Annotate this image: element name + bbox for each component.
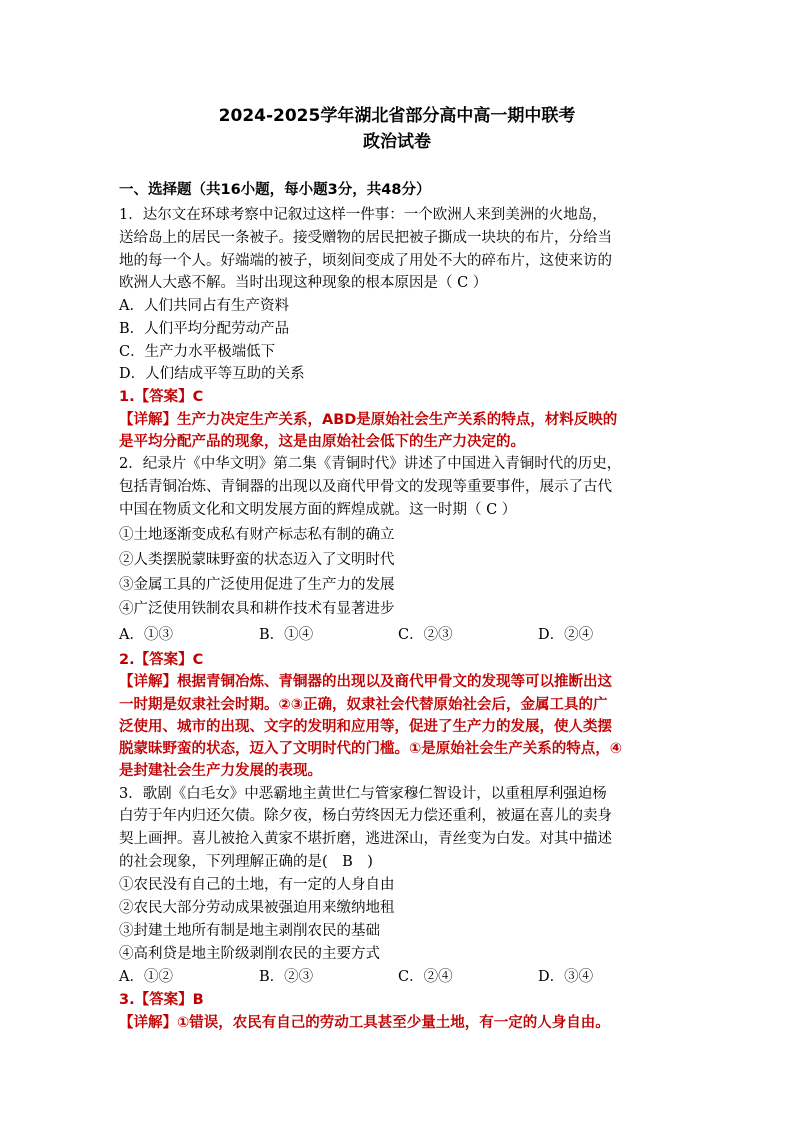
q1-answer: 1.【答案】C xyxy=(119,389,204,405)
q1-stem-line: 欧洲人大惑不解。当时出现这种现象的根本原因是（ C ） xyxy=(119,275,488,291)
q3-stem-line: 的社会现象，下列理解正确的是( B ) xyxy=(119,854,373,870)
q2-statement-1: ①土地逐渐变成私有财产标志私有制的确立 xyxy=(119,527,395,543)
q2-statement-3: ③金属工具的广泛使用促进了生产力的发展 xyxy=(119,577,395,593)
q1-option-b: B．人们平均分配劳动产品 xyxy=(119,321,290,337)
section-heading: 一、选择题（共16小题，每小题3分，共48分） xyxy=(119,182,431,198)
q3-stem-line: 3．歌剧《白毛女》中恶霸地主黄世仁与管家穆仁智设计，以重租厚利强迫杨 xyxy=(119,786,607,802)
q3-answer: 3.【答案】B xyxy=(119,992,204,1008)
q2-stem-line: 中国在物质文化和文明发展方面的辉煌成就。这一时期（ C ） xyxy=(119,502,517,518)
q3-choice-b: B．②③ xyxy=(259,969,314,985)
q1-stem-line: 地的每一个人。好端端的被子，顷刻间变成了用处不大的碎布片，这使来访的 xyxy=(119,253,612,269)
q3-statement-4: ④高利贷是地主阶级剥削农民的主要方式 xyxy=(119,946,380,962)
q1-option-d: D．人们结成平等互助的关系 xyxy=(119,366,305,382)
q2-detail-line: 泛使用、城市的出现、文字的发明和应用等，促进了生产力的发展，使人类摆 xyxy=(119,719,612,735)
q2-answer: 2.【答案】C xyxy=(119,652,204,668)
q3-choice-d: D．③④ xyxy=(538,969,594,985)
q1-option-a: A．人们共同占有生产资料 xyxy=(119,298,289,314)
q2-detail-line: 一时期是奴隶社会时期。②③正确，奴隶社会代替原始社会后，金属工具的广 xyxy=(119,697,608,713)
q2-statement-2: ②人类摆脱蒙昧野蛮的状态迈入了文明时代 xyxy=(119,552,395,568)
q2-stem-line: 2．纪录片《中华文明》第二集《青铜时代》讲述了中国进入青铜时代的历史， xyxy=(119,456,622,472)
q3-choice-c: C．②④ xyxy=(398,969,453,985)
q3-detail-line: 【详解】①错误，农民有自己的劳动工具甚至少量土地，有一定的人身自由。 xyxy=(119,1015,610,1031)
q2-choice-b: B．①④ xyxy=(259,627,314,643)
q2-choice-a: A．①③ xyxy=(119,627,173,643)
q1-stem-line: 送给岛上的居民一条被子。接受赠物的居民把被子撕成一块块的布片，分给当 xyxy=(119,230,612,246)
q1-detail-line: 是平均分配产品的现象，这是由原始社会低下的生产力决定的。 xyxy=(119,434,525,450)
q2-detail-line: 是封建社会生产力发展的表现。 xyxy=(119,763,322,779)
q2-choice-c: C．②③ xyxy=(398,627,453,643)
q1-detail-line: 【详解】生产力决定生产关系，ABD是原始社会生产关系的特点，材料反映的 xyxy=(119,412,618,428)
q2-statement-4: ④广泛使用铁制农具和耕作技术有显著进步 xyxy=(119,601,395,617)
q3-stem-line: 契上画押。喜儿被抢入黄家不堪折磨，逃进深山，青丝变为白发。对其中描述 xyxy=(119,831,612,847)
q3-statement-2: ②农民大部分劳动成果被强迫用来缴纳地租 xyxy=(119,900,395,916)
q3-statement-3: ③封建土地所有制是地主剥削农民的基础 xyxy=(119,923,380,939)
exam-title: 2024-2025学年湖北省部分高中高一期中联考 xyxy=(218,106,576,126)
q2-detail-line: 【详解】根据青铜冶炼、青铜器的出现以及商代甲骨文的发现等可以推断出这 xyxy=(119,674,612,690)
q2-detail-line: 脱蒙昧野蛮的状态，迈入了文明时代的门槛。①是原始社会生产关系的特点，④ xyxy=(119,741,623,757)
q3-choice-a: A．①② xyxy=(119,969,173,985)
q3-statement-1: ①农民没有自己的土地，有一定的人身自由 xyxy=(119,877,395,893)
q2-stem-line: 包括青铜冶炼、青铜器的出现以及商代甲骨文的发现等重要事件，展示了古代 xyxy=(119,479,612,495)
exam-subtitle: 政治试卷 xyxy=(363,132,431,152)
q1-option-c: C．生产力水平极端低下 xyxy=(119,344,276,360)
q2-choice-d: D．②④ xyxy=(538,627,594,643)
q1-stem-line: 1．达尔文在环球考察中记叙过这样一件事：一个欧洲人来到美洲的火地岛， xyxy=(119,207,607,223)
q3-stem-line: 白劳于年内归还欠债。除夕夜，杨白劳终因无力偿还重利，被逼在喜儿的卖身 xyxy=(119,808,612,824)
